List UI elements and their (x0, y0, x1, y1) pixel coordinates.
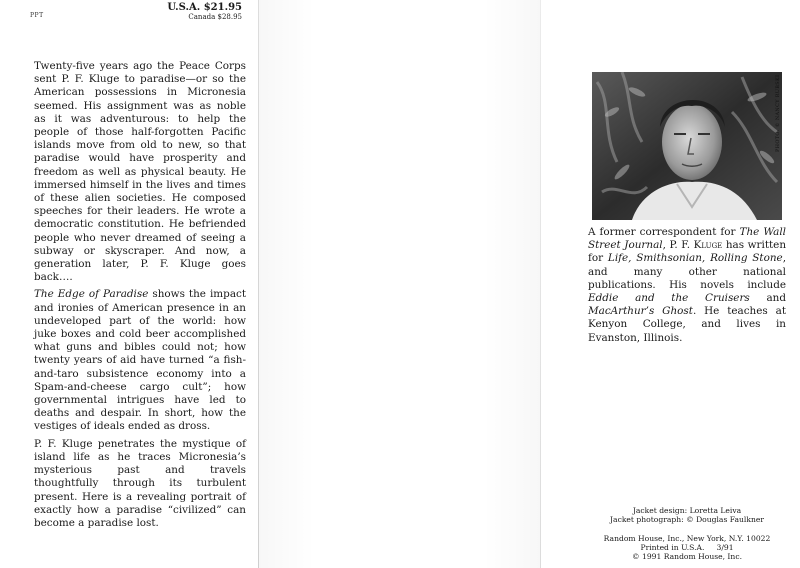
credit-copyright: © 1991 Random House, Inc. (632, 552, 742, 561)
credit-publisher: Random House, Inc., New York, N.Y. 10022 (603, 534, 771, 543)
jacket-credits (592, 506, 782, 561)
bio-text-5: and (749, 292, 786, 305)
bio-text-1: A former correspondent for (588, 226, 740, 238)
bio-text-2: , P. F. (662, 239, 694, 252)
bio-publication-wsj: The Wall Street Journal (588, 226, 786, 252)
credit-design: Jacket design: Loretta Leiva (632, 506, 742, 515)
blurb-paragraph-2 (34, 288, 246, 433)
photo-credit: PHOTO: © NANCY RUBSKI (775, 74, 781, 152)
blurb-paragraph-2-text: shows the impact and ironies of American presence in an undeveloped part of the world: how juke boxes and cold beer accomplished what guns and bibles could not; how twenty years of aid have turned “a fish-and-taro subsistence economy into a Spam-and-cheese cargo cult”; how governmental intrigues have led to deaths and despair. In short, how the vestiges of ideals ended as dross. (34, 288, 247, 433)
front-flap-blurb (34, 60, 246, 534)
blurb-paragraph-3: P. F. Kluge penetrates the mystique of island life as he traces Micronesia’s mysterious past and travels thoughtfully through its turbulent present. Here is a revealing portrait of exactly how a paradise “civilized” can become a paradise lost. (34, 437, 246, 529)
bio-text-4: , and many other national publications. His novels include (588, 252, 787, 291)
flap-code: PPT (30, 12, 44, 19)
fold-line-right (540, 0, 541, 568)
blurb-paragraph-1: Twenty-five years ago the Peace Corps sent P. F. Kluge to paradise—or so the American possessions in Micronesia seemed. His assignment was as noble as it was adventurous: to help the people of those half-forgotten Pacific islands move from old to new, so that paradise would have prosperity and freedom as well as physical beauty. He immersed himself in the lives and times of these alien societies. He composed speeches for their leaders. He wrote a democratic constitution. He befriended people who never dreamed of seeing a subway or skyscraper. And now, a generation later, P. F. Kluge goes back…. (34, 60, 246, 284)
credit-photograph: Jacket photograph: © Douglas Faulkner (610, 515, 764, 524)
bio-text-3: has written for (588, 239, 787, 265)
bio-publications: Life, Smithsonian, Rolling Stone (607, 252, 783, 265)
bio-novel-1: Eddie and the Cruisers (588, 292, 750, 305)
book-title: The Edge of Paradise (34, 288, 149, 301)
author-portrait-image (592, 72, 782, 220)
credit-printed: Printed in U.S.A. 3/91 (640, 543, 734, 552)
author-bio (588, 226, 786, 345)
bio-text-6: . He teaches at Kenyon College, and lives in Evanston, Illinois. (588, 305, 786, 344)
bio-author-surname: Kluge (693, 239, 723, 252)
author-photo (592, 72, 782, 220)
bio-novel-2: MacArthur’s Ghost (588, 305, 693, 318)
blank-center-panel (258, 0, 540, 568)
price-us: U.S.A. $21.95 (167, 2, 242, 13)
price-canada: Canada $28.95 (188, 13, 242, 21)
credits-gap (592, 524, 782, 534)
